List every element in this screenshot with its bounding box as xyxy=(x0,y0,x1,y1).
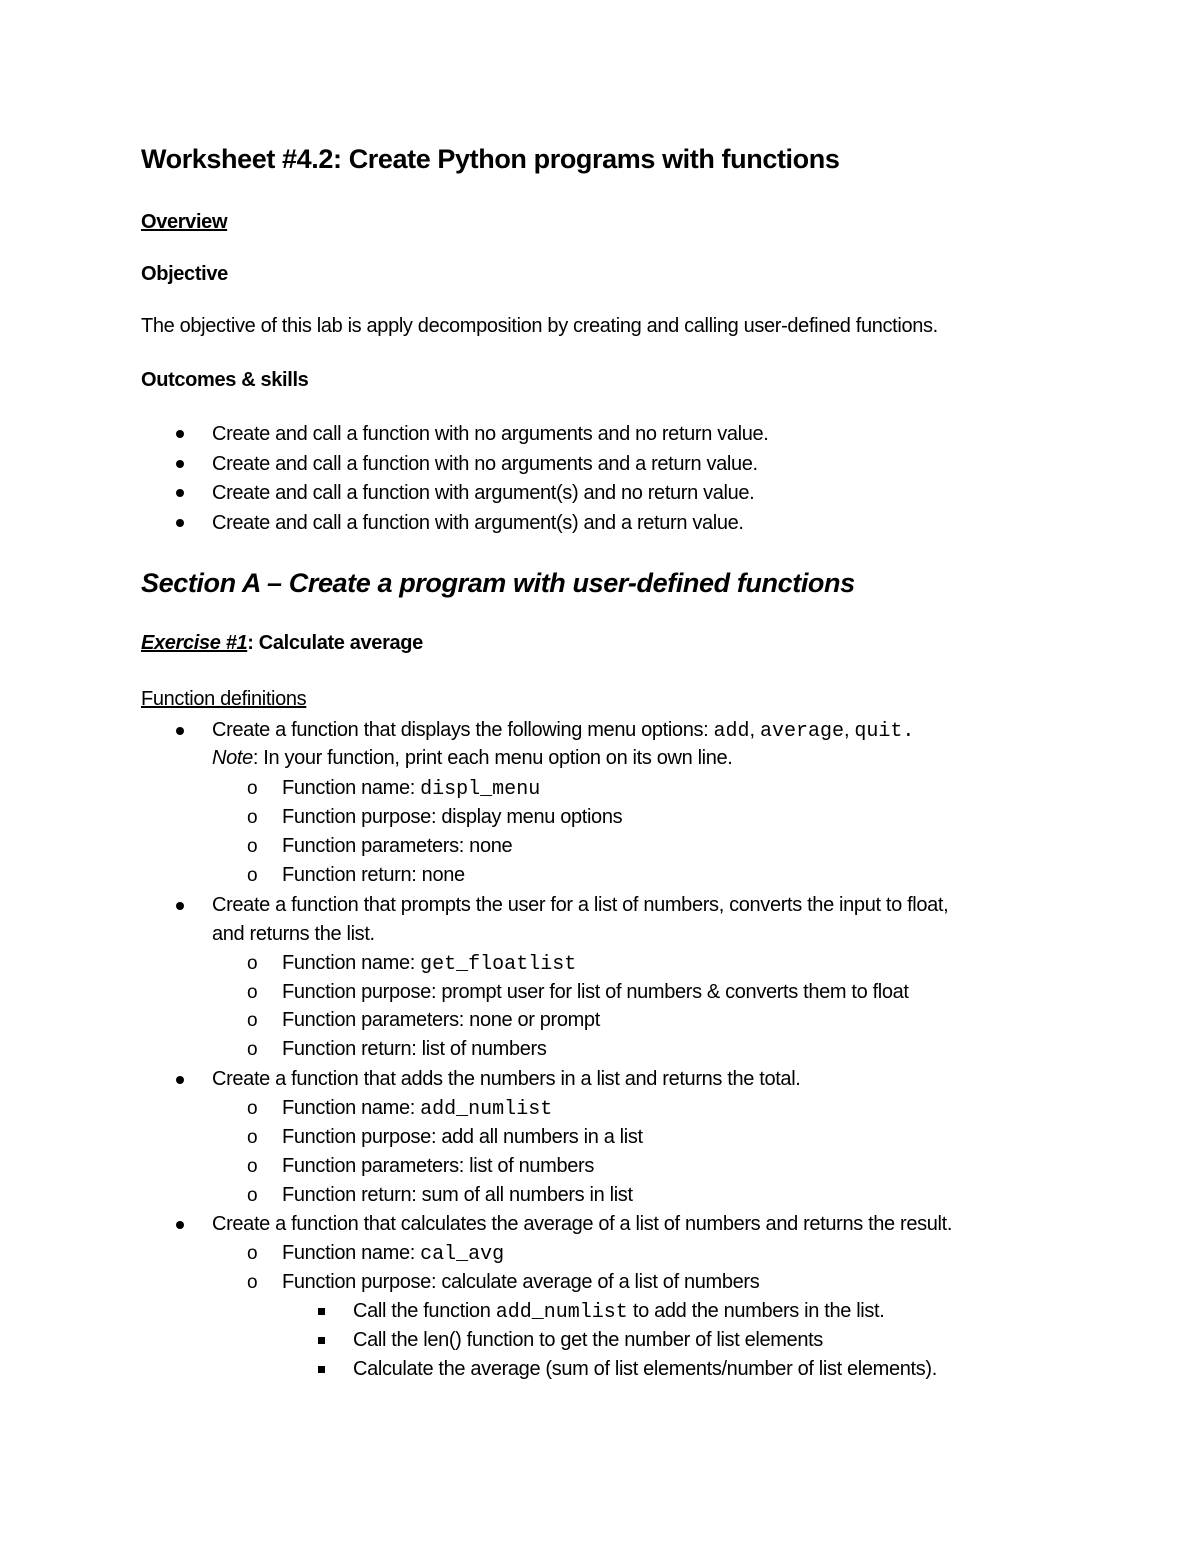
bullet-icon: o xyxy=(247,1010,258,1031)
page-title: Worksheet #4.2: Create Python programs with functions xyxy=(141,144,840,174)
name-code: add_numlist xyxy=(420,1098,553,1121)
function-purpose: Function purpose: calculate average of a list of numbers xyxy=(282,1271,760,1293)
bullet-icon: o xyxy=(247,1243,258,1264)
function-intro: Create a function that calculates the average of a list of numbers and returns the result. xyxy=(212,1213,953,1235)
bullet-icon xyxy=(176,519,184,527)
exercise-colon: : xyxy=(247,632,254,654)
bullet-icon xyxy=(176,1221,184,1229)
note-text: : In your function, print each menu option on its own line. xyxy=(252,747,733,769)
section-a-heading: Section A – Create a program with user-defined functions xyxy=(141,568,855,598)
bullet-icon: o xyxy=(247,1272,258,1293)
function-parameters: Function parameters: list of numbers xyxy=(282,1155,594,1177)
function-intro xyxy=(212,720,914,742)
name-label: Function name: xyxy=(282,1097,421,1119)
name-code: get_floatlist xyxy=(420,953,577,976)
bullet-icon xyxy=(176,727,184,735)
note-label: Note xyxy=(212,747,253,769)
name-label: Function name: xyxy=(282,1242,421,1264)
function-return: Function return: sum of all numbers in list xyxy=(282,1184,633,1206)
function-name xyxy=(282,778,540,800)
outcome-item: Create and call a function with no arguments and no return value. xyxy=(212,423,769,445)
bullet-icon xyxy=(176,902,184,910)
step-post: to add the numbers in the list. xyxy=(627,1300,885,1322)
function-return: Function return: none xyxy=(282,864,465,886)
step-item: Calculate the average (sum of list elements/number of list elements). xyxy=(353,1358,937,1380)
function-purpose: Function purpose: display menu options xyxy=(282,806,623,828)
exercise-label: Exercise #1 xyxy=(141,632,248,654)
function-definitions-heading: Function definitions xyxy=(141,688,307,710)
intro-text: Create a function that displays the following menu options: xyxy=(212,719,714,741)
objective-text: The objective of this lab is apply decomposition by creating and calling user-defined functions. xyxy=(141,315,938,337)
step-item: Call the len() function to get the number of list elements xyxy=(353,1329,823,1351)
name-label: Function name: xyxy=(282,952,421,974)
bullet-icon: o xyxy=(247,865,258,886)
bullet-icon: o xyxy=(247,1185,258,1206)
function-name xyxy=(282,1098,552,1120)
bullet-icon xyxy=(176,460,184,468)
function-purpose: Function purpose: add all numbers in a list xyxy=(282,1126,643,1148)
function-intro: Create a function that prompts the user for a list of numbers, converts the input to float, xyxy=(212,894,949,916)
bullet-icon: o xyxy=(247,836,258,857)
bullet-icon: o xyxy=(247,1127,258,1148)
bullet-icon: o xyxy=(247,982,258,1003)
function-intro: Create a function that adds the numbers in a list and returns the total. xyxy=(212,1068,801,1090)
step-pre: Call the function xyxy=(353,1300,496,1322)
function-purpose: Function purpose: prompt user for list of numbers & converts them to float xyxy=(282,981,909,1003)
exercise-1-heading xyxy=(141,633,423,653)
outcome-item: Create and call a function with argument(s) and a return value. xyxy=(212,512,744,534)
name-code: displ_menu xyxy=(420,778,541,801)
bullet-icon xyxy=(176,489,184,497)
bullet-icon: o xyxy=(247,1156,258,1177)
objective-heading: Objective xyxy=(141,263,228,285)
sep: , xyxy=(749,719,760,741)
bullet-icon: o xyxy=(247,807,258,828)
exercise-title: Calculate average xyxy=(253,632,423,654)
name-label: Function name: xyxy=(282,777,421,799)
code-average: average xyxy=(759,720,844,743)
name-code: cal_avg xyxy=(420,1243,505,1266)
end-period: . xyxy=(902,720,915,743)
code-quit: quit xyxy=(854,720,903,743)
outcome-item: Create and call a function with no arguments and a return value. xyxy=(212,453,758,475)
function-return: Function return: list of numbers xyxy=(282,1038,547,1060)
bullet-icon: o xyxy=(247,1039,258,1060)
square-bullet-icon xyxy=(318,1337,325,1344)
function-name xyxy=(282,1243,504,1265)
function-intro-cont: and returns the list. xyxy=(212,923,375,945)
outcome-item: Create and call a function with argument(s) and no return value. xyxy=(212,482,755,504)
bullet-icon: o xyxy=(247,778,258,799)
step-code: add_numlist xyxy=(495,1301,628,1324)
bullet-icon: o xyxy=(247,1098,258,1119)
bullet-icon xyxy=(176,1076,184,1084)
bullet-icon xyxy=(176,430,184,438)
function-name xyxy=(282,953,576,975)
function-parameters: Function parameters: none xyxy=(282,835,513,857)
square-bullet-icon xyxy=(318,1308,325,1315)
code-add: add xyxy=(713,720,750,743)
step-item xyxy=(353,1301,884,1323)
sep: , xyxy=(843,719,855,741)
overview-heading: Overview xyxy=(141,211,228,233)
function-note xyxy=(212,748,733,768)
bullet-icon: o xyxy=(247,953,258,974)
function-parameters: Function parameters: none or prompt xyxy=(282,1009,600,1031)
outcomes-heading: Outcomes & skills xyxy=(141,369,309,391)
square-bullet-icon xyxy=(318,1366,325,1373)
